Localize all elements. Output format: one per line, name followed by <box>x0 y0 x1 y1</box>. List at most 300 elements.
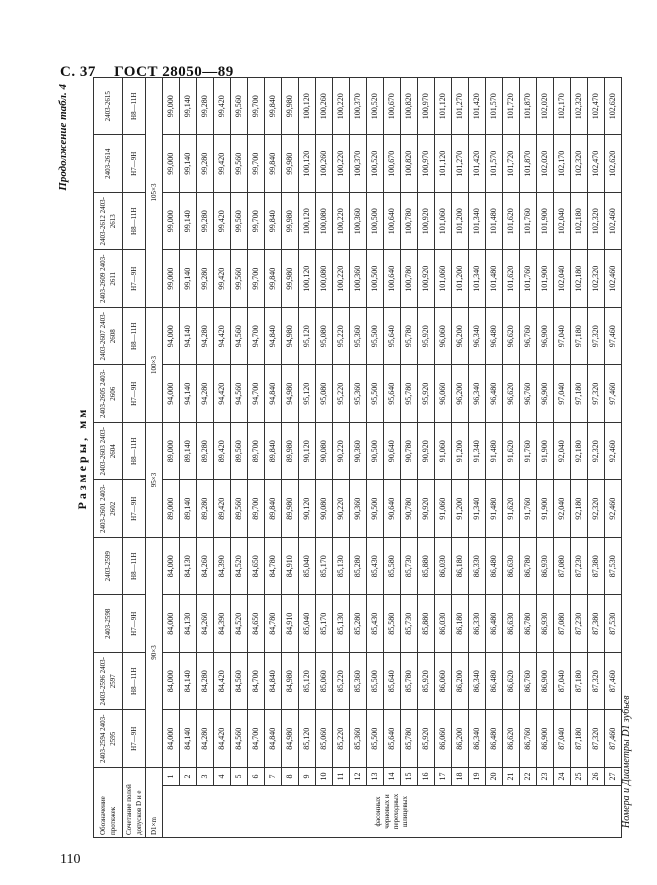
diameter-value: 94,980 <box>282 308 299 366</box>
page-number: 110 <box>60 852 81 867</box>
designation-row <box>94 78 123 838</box>
tooth-number: 18 <box>452 768 469 786</box>
tooth-number: 22 <box>520 768 537 786</box>
diameter-value: 87,230 <box>571 595 588 653</box>
diameter-value: 94,000 <box>163 365 180 423</box>
diameter-value: 86,480 <box>486 595 503 653</box>
diameter-value: 95,920 <box>418 365 435 423</box>
diameter-value: 102,180 <box>571 193 588 251</box>
diameter-value: 90,120 <box>299 480 316 538</box>
diameter-value: 100,260 <box>316 135 333 193</box>
diameter-value: 89,700 <box>248 423 265 481</box>
diameter-value: 85,040 <box>299 538 316 596</box>
diameter-value: 85,040 <box>299 595 316 653</box>
diameter-value: 101,620 <box>503 250 520 308</box>
diameter-value: 100,520 <box>367 78 384 136</box>
diameter-value: 100,220 <box>333 250 350 308</box>
diameter-value: 92,040 <box>554 480 571 538</box>
diameter-value: 89,280 <box>197 423 214 481</box>
diameter-value: 95,500 <box>367 308 384 366</box>
diameter-value: 99,280 <box>197 250 214 308</box>
diameter-value: 86,780 <box>520 538 537 596</box>
tooth-number: 3 <box>197 768 214 786</box>
diameter-value: 96,760 <box>520 308 537 366</box>
tolerance-header: Сочетание полей допусков D и е <box>123 768 146 838</box>
diameter-value: 100,970 <box>418 78 435 136</box>
diameter-value: 87,460 <box>605 710 622 768</box>
table-row <box>214 78 231 838</box>
diameter-value: 102,460 <box>605 250 622 308</box>
diameter-value: 90,640 <box>384 423 401 481</box>
diameter-value: 86,480 <box>486 653 503 711</box>
diameter-value: 84,780 <box>265 538 282 596</box>
tooth-number: 12 <box>350 768 367 786</box>
diameter-value: 89,000 <box>163 423 180 481</box>
diameter-value: 85,060 <box>316 710 333 768</box>
tolerance-cell: H8—11H <box>123 193 146 251</box>
designation-cell: 2403-2612 2403-2613 <box>94 193 123 251</box>
group-label <box>163 786 622 838</box>
diameter-value: 97,460 <box>605 308 622 366</box>
diameter-value: 99,000 <box>163 250 180 308</box>
diameter-value: 102,040 <box>554 250 571 308</box>
diameter-value: 87,080 <box>554 538 571 596</box>
tooth-number: 25 <box>571 768 588 786</box>
tolerance-row <box>123 78 146 838</box>
diameter-value: 99,420 <box>214 193 231 251</box>
diameter-value: 91,200 <box>452 423 469 481</box>
diameter-value: 102,470 <box>588 135 605 193</box>
diameter-value: 96,200 <box>452 365 469 423</box>
tooth-number: 23 <box>537 768 554 786</box>
table-body <box>163 78 622 838</box>
tooth-number: 8 <box>282 768 299 786</box>
diameter-value: 100,970 <box>418 135 435 193</box>
diameter-value: 100,360 <box>350 193 367 251</box>
diameter-value: 90,220 <box>333 480 350 538</box>
diameter-value: 86,900 <box>537 653 554 711</box>
diameter-value: 87,320 <box>588 710 605 768</box>
diameter-value: 99,980 <box>282 135 299 193</box>
side-caption: Номера и Диаметры D1 зубьев <box>621 695 632 828</box>
diameter-value: 84,390 <box>214 538 231 596</box>
diameter-value: 86,330 <box>469 538 486 596</box>
diameter-value: 85,500 <box>367 653 384 711</box>
diameter-value: 86,340 <box>469 710 486 768</box>
table-row <box>435 78 452 838</box>
diameter-value: 84,650 <box>248 538 265 596</box>
diameter-value: 84,840 <box>265 710 282 768</box>
designation-header: Обозначение протяжек <box>94 768 123 838</box>
diameter-value: 95,780 <box>401 308 418 366</box>
diameter-value: 84,260 <box>197 595 214 653</box>
tooth-number: 17 <box>435 768 452 786</box>
diameter-value: 91,340 <box>469 480 486 538</box>
diameter-value: 97,040 <box>554 308 571 366</box>
diameter-value: 84,520 <box>231 538 248 596</box>
diameter-value: 95,080 <box>316 365 333 423</box>
diameter-value: 91,060 <box>435 423 452 481</box>
diameter-value: 100,120 <box>299 135 316 193</box>
diameter-value: 96,620 <box>503 308 520 366</box>
diameter-value: 87,380 <box>588 595 605 653</box>
diameter-value: 94,560 <box>231 308 248 366</box>
diameter-value: 84,520 <box>231 595 248 653</box>
diameter-value: 101,620 <box>503 193 520 251</box>
diameter-value: 86,030 <box>435 538 452 596</box>
diameter-value: 99,700 <box>248 193 265 251</box>
tooth-number: 2 <box>180 768 197 786</box>
diameter-value: 92,040 <box>554 423 571 481</box>
diameter-value: 100,120 <box>299 78 316 136</box>
diameter-value: 100,500 <box>367 250 384 308</box>
diameter-value: 99,700 <box>248 135 265 193</box>
diameter-value: 84,650 <box>248 595 265 653</box>
diameter-value: 97,180 <box>571 365 588 423</box>
diameter-value: 89,560 <box>231 480 248 538</box>
diameter-value: 89,140 <box>180 480 197 538</box>
diameter-value: 102,170 <box>554 78 571 136</box>
diameter-value: 87,530 <box>605 538 622 596</box>
diameter-value: 96,480 <box>486 365 503 423</box>
diameter-value: 101,340 <box>469 193 486 251</box>
diameter-value: 94,840 <box>265 365 282 423</box>
tooth-number: 27 <box>605 768 622 786</box>
diameter-value: 100,670 <box>384 135 401 193</box>
diameter-value: 89,980 <box>282 480 299 538</box>
diameter-value: 99,560 <box>231 78 248 136</box>
diameter-value: 91,760 <box>520 480 537 538</box>
diameter-value: 84,130 <box>180 595 197 653</box>
diameter-value: 94,140 <box>180 365 197 423</box>
diameter-value: 99,980 <box>282 78 299 136</box>
diameter-value: 90,360 <box>350 423 367 481</box>
diameter-value: 92,320 <box>588 480 605 538</box>
diameter-value: 94,560 <box>231 365 248 423</box>
diameter-value: 99,980 <box>282 250 299 308</box>
designation-cell: 2403-2601 2403-2602 <box>94 480 123 538</box>
diameter-value: 87,230 <box>571 538 588 596</box>
diameter-value: 84,000 <box>163 538 180 596</box>
diameter-value: 100,370 <box>350 78 367 136</box>
diameter-value: 86,200 <box>452 710 469 768</box>
diameter-value: 101,120 <box>435 135 452 193</box>
diameter-value: 94,420 <box>214 308 231 366</box>
diameter-value: 84,280 <box>197 710 214 768</box>
diameter-value: 85,780 <box>401 653 418 711</box>
diameter-value: 89,140 <box>180 423 197 481</box>
diameter-value: 101,570 <box>486 78 503 136</box>
diameter-value: 100,080 <box>316 250 333 308</box>
diameter-value: 97,460 <box>605 365 622 423</box>
diameter-value: 92,180 <box>571 480 588 538</box>
diameter-value: 101,060 <box>435 250 452 308</box>
diameter-value: 97,320 <box>588 365 605 423</box>
diameter-value: 99,140 <box>180 135 197 193</box>
tooth-number: 1 <box>163 768 180 786</box>
diameter-value: 100,080 <box>316 193 333 251</box>
diameter-value: 101,200 <box>452 250 469 308</box>
diameter-value: 102,620 <box>605 135 622 193</box>
diameter-value: 86,330 <box>469 595 486 653</box>
diameter-value: 84,910 <box>282 538 299 596</box>
diameter-value: 84,700 <box>248 710 265 768</box>
diameter-value: 84,000 <box>163 710 180 768</box>
table-row <box>333 78 350 838</box>
diameter-value: 90,780 <box>401 423 418 481</box>
diameter-value: 97,320 <box>588 308 605 366</box>
diameter-value: 90,500 <box>367 480 384 538</box>
designation-cell: 2403-2594 2403-2595 <box>94 710 123 768</box>
tolerance-cell: H8—11H <box>123 653 146 711</box>
designation-cell: 2403-2603 2403-2604 <box>94 423 123 481</box>
diameter-value: 95,120 <box>299 365 316 423</box>
diameter-value: 91,620 <box>503 480 520 538</box>
diameter-value: 97,180 <box>571 308 588 366</box>
tooth-number: 16 <box>418 768 435 786</box>
diameter-value: 100,920 <box>418 250 435 308</box>
diameter-value: 96,340 <box>469 365 486 423</box>
tolerance-cell: H7—9H <box>123 250 146 308</box>
diameter-value: 84,130 <box>180 538 197 596</box>
diameter-value: 86,030 <box>435 595 452 653</box>
diameter-value: 101,420 <box>469 78 486 136</box>
table-row <box>163 78 180 838</box>
diameter-value: 87,320 <box>588 653 605 711</box>
diameter-value: 94,280 <box>197 365 214 423</box>
diameter-value: 86,930 <box>537 538 554 596</box>
diameter-value: 101,480 <box>486 250 503 308</box>
diameter-value: 96,060 <box>435 308 452 366</box>
diameter-value: 92,460 <box>605 423 622 481</box>
diameter-value: 86,480 <box>486 538 503 596</box>
page-label: С. 37 <box>60 64 96 80</box>
diameter-value: 86,760 <box>520 653 537 711</box>
diameter-value: 102,320 <box>571 78 588 136</box>
diameter-value: 85,060 <box>316 653 333 711</box>
diameter-value: 95,220 <box>333 308 350 366</box>
diameter-value: 94,000 <box>163 308 180 366</box>
diameter-value: 86,760 <box>520 710 537 768</box>
table-row <box>367 78 384 838</box>
tolerance-cell: H8—11H <box>123 423 146 481</box>
diameter-value: 96,620 <box>503 365 520 423</box>
tooth-number: 14 <box>384 768 401 786</box>
diameter-value: 84,560 <box>231 710 248 768</box>
diameter-value: 99,700 <box>248 78 265 136</box>
dimension-row <box>146 78 163 838</box>
table-row <box>486 78 503 838</box>
diameter-value: 100,220 <box>333 193 350 251</box>
diameter-table <box>93 77 622 838</box>
tolerance-cell: H8—11H <box>123 78 146 136</box>
diameter-value: 85,220 <box>333 653 350 711</box>
diameter-value: 86,180 <box>452 595 469 653</box>
diameter-value: 96,900 <box>537 365 554 423</box>
designation-cell: 2403-2598 <box>94 595 123 653</box>
diameter-value: 100,780 <box>401 250 418 308</box>
tooth-number: 6 <box>248 768 265 786</box>
diameter-value: 99,280 <box>197 135 214 193</box>
table-row <box>554 78 571 838</box>
diameter-value: 101,760 <box>520 193 537 251</box>
diameter-value: 101,270 <box>452 78 469 136</box>
diameter-value: 84,390 <box>214 595 231 653</box>
diameter-value: 96,900 <box>537 308 554 366</box>
diameter-value: 87,080 <box>554 595 571 653</box>
diameter-value: 89,000 <box>163 480 180 538</box>
diameter-value: 96,060 <box>435 365 452 423</box>
diameter-value: 86,630 <box>503 595 520 653</box>
diameter-value: 85,430 <box>367 595 384 653</box>
table-row <box>503 78 520 838</box>
diameter-value: 85,170 <box>316 538 333 596</box>
diameter-value: 99,700 <box>248 250 265 308</box>
diameter-value: 85,730 <box>401 538 418 596</box>
diameter-value: 90,920 <box>418 423 435 481</box>
diameter-value: 89,840 <box>265 480 282 538</box>
diameter-value: 102,460 <box>605 193 622 251</box>
diameter-value: 97,040 <box>554 365 571 423</box>
diameter-value: 86,340 <box>469 653 486 711</box>
tolerance-cell: H7—9H <box>123 710 146 768</box>
diameter-value: 85,220 <box>333 710 350 768</box>
diameter-value: 101,900 <box>537 193 554 251</box>
diameter-value: 99,140 <box>180 78 197 136</box>
table-row <box>265 78 282 838</box>
diameter-value: 96,340 <box>469 308 486 366</box>
group-dimension: 105×3 <box>146 78 163 308</box>
diameter-value: 89,840 <box>265 423 282 481</box>
tooth-number: 26 <box>588 768 605 786</box>
table-row <box>401 78 418 838</box>
group-dimension: 90×3 <box>146 538 163 768</box>
diameter-value: 85,920 <box>418 653 435 711</box>
diameter-value: 101,420 <box>469 135 486 193</box>
diameter-value: 91,620 <box>503 423 520 481</box>
diameter-value: 96,480 <box>486 308 503 366</box>
diameter-value: 84,780 <box>265 595 282 653</box>
diameter-value: 95,360 <box>350 365 367 423</box>
diameter-value: 85,780 <box>401 710 418 768</box>
diameter-value: 85,280 <box>350 595 367 653</box>
diameter-value: 102,320 <box>588 193 605 251</box>
diameter-value: 92,180 <box>571 423 588 481</box>
group-dimension: 95×3 <box>146 423 163 538</box>
diameter-value: 84,560 <box>231 653 248 711</box>
tooth-number: 5 <box>231 768 248 786</box>
diameter-value: 94,700 <box>248 365 265 423</box>
diameter-value: 100,820 <box>401 135 418 193</box>
tooth-number: 11 <box>333 768 350 786</box>
diameter-value: 85,640 <box>384 710 401 768</box>
diameter-value: 84,840 <box>265 653 282 711</box>
diameter-value: 100,260 <box>316 78 333 136</box>
diameter-value: 91,200 <box>452 480 469 538</box>
tooth-number: 15 <box>401 768 418 786</box>
table-row <box>197 78 214 838</box>
diameter-value: 85,170 <box>316 595 333 653</box>
designation-cell: 2403-2607 2403-2608 <box>94 308 123 366</box>
diameter-value: 102,470 <box>588 78 605 136</box>
diameter-value: 101,060 <box>435 193 452 251</box>
diameter-value: 87,040 <box>554 653 571 711</box>
table-row <box>282 78 299 838</box>
diameter-value: 90,500 <box>367 423 384 481</box>
diameter-value: 100,820 <box>401 78 418 136</box>
table-row <box>418 78 435 838</box>
diameter-value: 87,040 <box>554 710 571 768</box>
diameter-value: 100,670 <box>384 78 401 136</box>
diameter-value: 85,430 <box>367 538 384 596</box>
table-row <box>180 78 197 838</box>
diameter-value: 92,320 <box>588 423 605 481</box>
diameter-value: 85,880 <box>418 538 435 596</box>
diameter-value: 89,420 <box>214 480 231 538</box>
diameter-value: 100,220 <box>333 135 350 193</box>
diameter-value: 89,560 <box>231 423 248 481</box>
diameter-value: 89,420 <box>214 423 231 481</box>
standard-label: ГОСТ 28050—89 <box>114 64 234 80</box>
diameter-value: 91,340 <box>469 423 486 481</box>
diameter-value: 90,120 <box>299 423 316 481</box>
diameter-value: 85,880 <box>418 595 435 653</box>
diameter-value: 99,560 <box>231 193 248 251</box>
diameter-value: 100,500 <box>367 193 384 251</box>
diameter-value: 94,840 <box>265 308 282 366</box>
diameter-value: 96,760 <box>520 365 537 423</box>
diameter-value: 85,730 <box>401 595 418 653</box>
table-row <box>469 78 486 838</box>
diameter-value: 101,900 <box>537 250 554 308</box>
diameter-value: 86,620 <box>503 653 520 711</box>
diameter-value: 85,580 <box>384 595 401 653</box>
diameter-value: 102,620 <box>605 78 622 136</box>
diameter-value: 84,140 <box>180 653 197 711</box>
tooth-number: 21 <box>503 768 520 786</box>
diameter-value: 86,620 <box>503 710 520 768</box>
diameter-value: 91,480 <box>486 423 503 481</box>
diameter-value: 90,080 <box>316 423 333 481</box>
table-frame <box>55 78 640 838</box>
diameter-value: 85,130 <box>333 538 350 596</box>
diameter-value: 87,180 <box>571 653 588 711</box>
diameter-value: 101,720 <box>503 78 520 136</box>
diameter-value: 85,500 <box>367 710 384 768</box>
diameter-value: 91,480 <box>486 480 503 538</box>
diameter-value: 101,720 <box>503 135 520 193</box>
diameter-value: 85,920 <box>418 710 435 768</box>
diameter-value: 94,700 <box>248 308 265 366</box>
diameter-value: 84,700 <box>248 653 265 711</box>
diameter-value: 84,420 <box>214 710 231 768</box>
diameter-value: 99,000 <box>163 78 180 136</box>
diameter-value: 90,920 <box>418 480 435 538</box>
diameter-value: 85,360 <box>350 710 367 768</box>
diameter-value: 100,220 <box>333 78 350 136</box>
diameter-value: 101,270 <box>452 135 469 193</box>
designation-cell: 2403-2614 <box>94 135 123 193</box>
diameter-value: 101,870 <box>520 135 537 193</box>
table-row <box>299 78 316 838</box>
diameter-value: 99,420 <box>214 135 231 193</box>
diameter-value: 102,040 <box>554 193 571 251</box>
diameter-value: 100,370 <box>350 135 367 193</box>
diameter-value: 85,580 <box>384 538 401 596</box>
diameter-value: 95,640 <box>384 308 401 366</box>
table-row <box>537 78 554 838</box>
diameter-value: 84,910 <box>282 595 299 653</box>
